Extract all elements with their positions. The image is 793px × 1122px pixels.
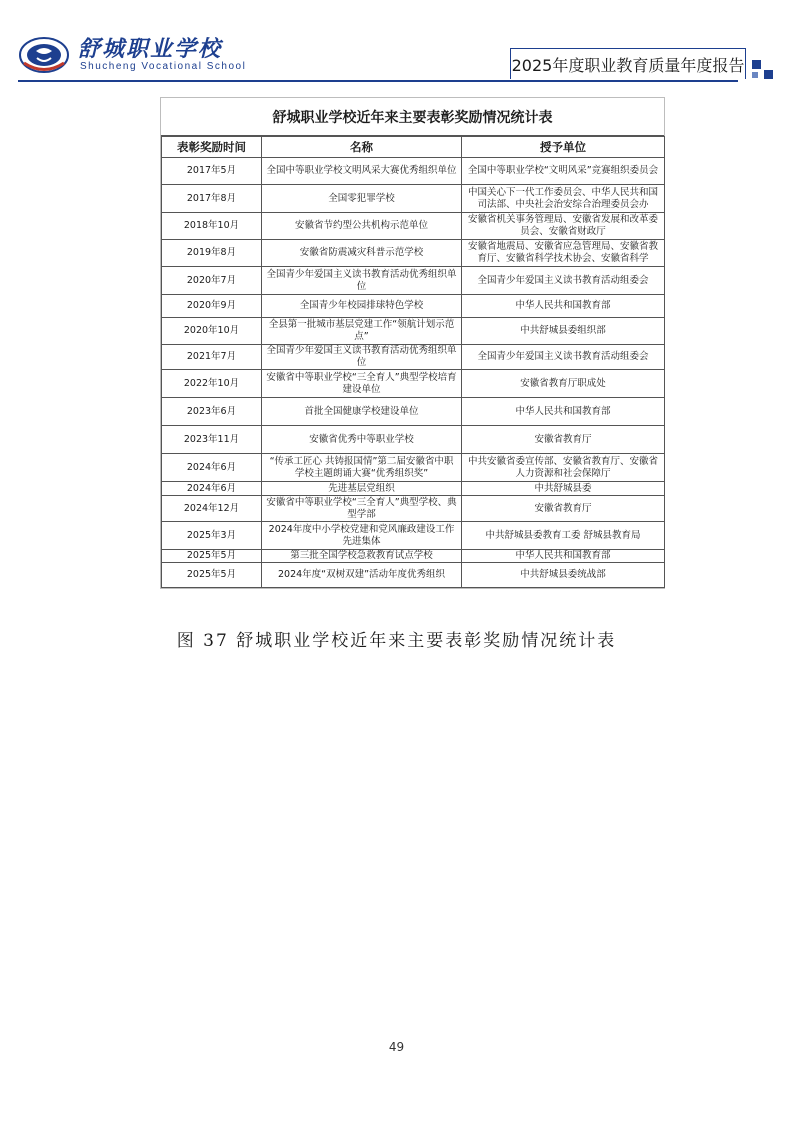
cell-time: 2025年5月 [162, 550, 262, 563]
cell-org: 中共舒城县委 [462, 482, 665, 496]
cell-time: 2024年6月 [162, 454, 262, 482]
cell-org: 安徽省教育厅 [462, 426, 665, 454]
table-row [162, 295, 665, 318]
cell-org: 中共舒城县委组织部 [462, 318, 665, 345]
cell-name: 第三批全国学校急救教育试点学校 [262, 550, 462, 563]
cell-name: 全国青少年校园排球特色学校 [262, 295, 462, 318]
cell-name: 全国中等职业学校文明风采大赛优秀组织单位 [262, 158, 462, 185]
decor-square [752, 72, 758, 78]
cell-time: 2023年11月 [162, 426, 262, 454]
table-row [162, 482, 665, 496]
table-row [162, 522, 665, 550]
cell-time: 2018年10月 [162, 213, 262, 240]
table-row [162, 213, 665, 240]
table-row [162, 370, 665, 398]
cell-name: 2024年度中小学校党建和党风廉政建设工作先进集体 [262, 522, 462, 550]
cell-time: 2024年12月 [162, 496, 262, 522]
table-row [162, 240, 665, 267]
table-row [162, 345, 665, 370]
cell-org: 中共舒城县委教育工委 舒城县教育局 [462, 522, 665, 550]
awards-table [161, 136, 665, 588]
cell-org: 中共舒城县委统战部 [462, 563, 665, 588]
table-row [162, 267, 665, 295]
cell-time: 2017年8月 [162, 185, 262, 213]
table-row [162, 185, 665, 213]
cell-org: 全国青少年爱国主义读书教育活动组委会 [462, 267, 665, 295]
table-row [162, 158, 665, 185]
school-name-cn: 舒城职业学校 [78, 36, 223, 62]
page-number: 49 [388, 1040, 405, 1054]
cell-time: 2025年5月 [162, 563, 262, 588]
cell-time: 2024年6月 [162, 482, 262, 496]
cell-org: 中共安徽省委宣传部、安徽省教育厅、安徽省人力资源和社会保障厅 [462, 454, 665, 482]
table-row [162, 563, 665, 588]
cell-name: 全县第一批城市基层党建工作“领航计划示范点” [262, 318, 462, 345]
cell-time: 2020年7月 [162, 267, 262, 295]
cell-name: 安徽省优秀中等职业学校 [262, 426, 462, 454]
column-header-name: 名称 [262, 137, 462, 158]
cell-name: 2024年度“双树双建”活动年度优秀组织 [262, 563, 462, 588]
table-row [162, 318, 665, 345]
cell-time: 2017年5月 [162, 158, 262, 185]
cell-name: 先进基层党组织 [262, 482, 462, 496]
cell-org: 安徽省教育厅 [462, 496, 665, 522]
cell-time: 2020年9月 [162, 295, 262, 318]
cell-org: 安徽省机关事务管理局、安徽省发展和改革委员会、安徽省财政厅 [462, 213, 665, 240]
cell-time: 2021年7月 [162, 345, 262, 370]
cell-name: “传承工匠心 共铸报国情”第二届安徽省中职学校主题朗诵大赛“优秀组织奖” [262, 454, 462, 482]
cell-name: 全国青少年爱国主义读书教育活动优秀组织单位 [262, 267, 462, 295]
decor-square [764, 70, 773, 79]
cell-name: 全国零犯罪学校 [262, 185, 462, 213]
cell-name: 全国青少年爱国主义读书教育活动优秀组织单位 [262, 345, 462, 370]
cell-org: 中华人民共和国教育部 [462, 550, 665, 563]
cell-time: 2023年6月 [162, 398, 262, 426]
cell-org: 全国中等职业学校“文明风采”竞赛组织委员会 [462, 158, 665, 185]
header-divider [18, 80, 738, 82]
decor-square [752, 60, 761, 69]
school-name-en: Shucheng Vocational School [80, 61, 247, 72]
awards-table-container [160, 97, 665, 589]
cell-org: 全国青少年爱国主义读书教育活动组委会 [462, 345, 665, 370]
cell-time: 2022年10月 [162, 370, 262, 398]
figure-caption: 图 37 舒城职业学校近年来主要表彰奖励情况统计表 [176, 631, 617, 651]
table-header-row [162, 137, 665, 158]
cell-org: 中国关心下一代工作委员会、中华人民共和国司法部、中央社会治安综合治理委员会办 [462, 185, 665, 213]
cell-time: 2025年3月 [162, 522, 262, 550]
cell-name: 安徽省节约型公共机构示范单位 [262, 213, 462, 240]
report-title: 2025年度职业教育质量年度报告 [510, 48, 746, 79]
column-header-time: 表彰奖励时间 [162, 137, 262, 158]
cell-name: 安徽省中等职业学校“三全育人”典型学校培育建设单位 [262, 370, 462, 398]
table-row [162, 398, 665, 426]
table-row [162, 496, 665, 522]
cell-org: 安徽省地震局、安徽省应急管理局、安徽省教育厅、安徽省科学技术协会、安徽省科学 [462, 240, 665, 267]
cell-time: 2019年8月 [162, 240, 262, 267]
table-row [162, 454, 665, 482]
table-title: 舒城职业学校近年来主要表彰奖励情况统计表 [161, 98, 664, 136]
table-body [162, 158, 665, 588]
cell-org: 中华人民共和国教育部 [462, 398, 665, 426]
column-header-org: 授予单位 [462, 137, 665, 158]
cell-org: 中华人民共和国教育部 [462, 295, 665, 318]
school-emblem-icon [18, 36, 70, 74]
cell-org: 安徽省教育厅职成处 [462, 370, 665, 398]
cell-name: 安徽省中等职业学校“三全育人”典型学校、典型学部 [262, 496, 462, 522]
cell-name: 首批全国健康学校建设单位 [262, 398, 462, 426]
cell-name: 安徽省防震减灾科普示范学校 [262, 240, 462, 267]
cell-time: 2020年10月 [162, 318, 262, 345]
table-row [162, 550, 665, 563]
table-row [162, 426, 665, 454]
